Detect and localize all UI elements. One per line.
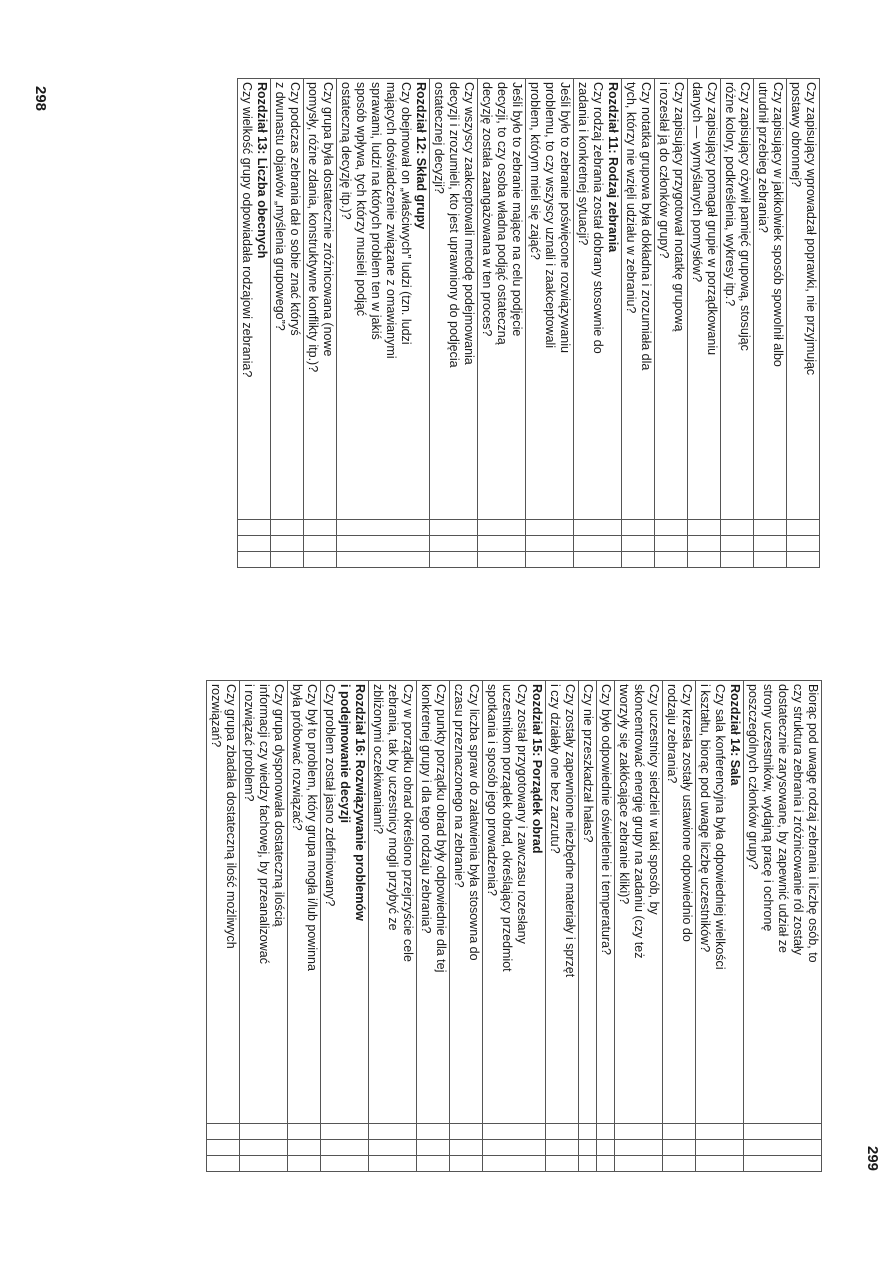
answer-box[interactable] [288,1156,321,1172]
question-cell [615,681,663,1124]
question-text-line: problemu, to czy wszyscy uznali i zaakceptowali [543,82,557,349]
question-cell [655,79,688,520]
section-heading: Rozdział 16: Rozwiązywanie problemów [353,684,367,921]
answer-box[interactable] [526,536,574,552]
answer-box[interactable] [369,1140,417,1156]
question-text-line: mających doświadczenie związane z omawianymi [384,82,398,359]
question-cell [337,79,430,520]
section-heading: Rozdział 14: Sala [728,684,742,786]
question-text-line: decyzji i zrozumieli, kto jest uprawniony do podjęcia [447,82,461,368]
question-text-line: Czy problem został jasno zdefiniowany? [323,684,337,907]
question-text-line: Czy wszyscy zaakceptowali metodę podejmowania [462,82,476,365]
question-cell [430,79,478,520]
answer-box[interactable] [271,536,304,552]
answer-box[interactable] [321,1156,369,1172]
question-text-line: z dwunastu objawów „myślenia grupowego”? [273,82,287,331]
answer-box[interactable] [238,536,271,552]
answer-box[interactable] [240,1156,288,1172]
question-row [655,79,688,568]
section-row [337,79,430,568]
answer-box[interactable] [688,536,721,552]
answer-box[interactable] [787,552,820,568]
question-text-line: Czy punkty porządku obrad były odpowiednie dla tej [434,684,448,973]
question-text-line: Czy zapisujący ożywił pamięć grupową, stosując [738,82,752,351]
answer-box[interactable] [696,1140,744,1156]
answer-box[interactable] [369,1124,417,1140]
answer-box[interactable] [238,520,271,536]
page-number-left: 298 [32,85,50,112]
question-text-line: Czy liczba spraw do załatwienia była stosowna do [467,684,481,961]
question-text-line: decyzję została zaangażowana w ten proces? [480,82,494,337]
question-text-line: tworzyły się zakłócające zebranie kliki)? [617,684,631,905]
question-text-line: tych, którzy nie wzięli udziału w zebraniu? [624,82,638,314]
question-cell [696,681,744,1124]
section-heading: Rozdział 11: Rodzaj zebrania [606,82,620,253]
question-text-line: Czy wielkość grupy odpowiadała rodzajowi zebrania? [240,82,254,378]
question-row [787,79,820,568]
answer-box[interactable] [754,520,787,536]
answer-box[interactable] [615,1156,663,1172]
answer-box[interactable] [483,1156,546,1172]
answer-box[interactable] [721,520,754,536]
question-cell [574,79,622,520]
question-row [615,681,663,1172]
answer-box[interactable] [546,1140,579,1156]
question-text-line: Czy było odpowiednie oświetlenie i temperatura? [599,684,613,955]
answer-box[interactable] [655,536,688,552]
answer-box[interactable] [655,552,688,568]
question-text-line: Czy zostały zapewnione niezbędne materiały i sprzęt [563,684,577,978]
answer-box[interactable] [304,536,337,552]
answer-box[interactable] [622,536,655,552]
question-row [304,79,337,568]
question-row [271,79,304,568]
question-cell [526,79,574,520]
answer-box[interactable] [615,1124,663,1140]
question-text-line: Czy rodzaj zebrania został dobrany stosownie do [591,82,605,354]
checklist-left [237,78,820,568]
question-cell [207,681,240,1124]
answer-box[interactable] [574,520,622,536]
answer-box[interactable] [744,1156,822,1172]
answer-box[interactable] [207,1124,240,1140]
answer-box[interactable] [430,520,478,536]
section-row [574,79,622,568]
question-cell [478,79,526,520]
question-cell [483,681,546,1124]
question-text-line: sprawami, ludzi na których problem ten w jakiś [369,82,383,340]
question-cell [597,681,615,1124]
question-text-line: danych — wymyślanych pomysłów? [690,82,704,283]
question-cell [663,681,696,1124]
question-row [622,79,655,568]
question-text-line: Czy zapisujący wprowadzał poprawki, nie przyjmując [804,82,818,376]
question-cell [450,681,483,1124]
question-row [721,79,754,568]
question-row [546,681,579,1172]
question-text-line: i kształtu, biorąc pod uwagę liczbę uczestników? [698,684,712,953]
answer-box[interactable] [721,552,754,568]
answer-box[interactable] [271,552,304,568]
answer-box[interactable] [238,552,271,568]
answer-box[interactable] [337,520,430,536]
question-text-line: Czy zapisujący przygotował notatkę grupową [672,82,686,332]
answer-box[interactable] [478,520,526,536]
question-text-line: Jeśli było to zebranie mające na celu podjęcie [510,82,524,337]
question-cell [304,79,337,520]
question-text-line: Czy został przygotowany i zawczasu rozesłany [515,684,529,944]
section-heading: Rozdział 12: Skład grupy [414,82,428,230]
answer-box[interactable] [546,1156,579,1172]
question-text-line: uczestnikom porządek obrad, określający przedmiot [500,684,514,972]
question-text-line: problem, którym mieli się zająć? [528,82,542,260]
section-row [321,681,369,1172]
section-heading: Rozdział 13: Liczba obecnych [255,82,269,259]
answer-box[interactable] [688,520,721,536]
question-cell [622,79,655,520]
answer-box[interactable] [240,1140,288,1156]
question-cell [787,79,820,520]
answer-box[interactable] [207,1156,240,1172]
question-row [754,79,787,568]
answer-box[interactable] [271,520,304,536]
question-row [478,79,526,568]
question-text-line: i czy działały one bez zarzutu? [548,684,562,854]
question-text-line: Czy nie przeszkadzał hałas? [581,684,595,843]
answer-box[interactable] [321,1140,369,1156]
answer-box[interactable] [622,552,655,568]
question-text-line: zbliżonymi oczekiwaniami? [371,684,385,835]
answer-box[interactable] [696,1124,744,1140]
answer-box[interactable] [417,1156,450,1172]
question-text-line: Czy podczas zebrania dał o sobie znać któryś [288,82,302,336]
question-text-line: czasu przeznaczonego na zebranie? [452,684,466,888]
answer-box[interactable] [787,536,820,552]
answer-box[interactable] [430,552,478,568]
answer-box[interactable] [574,552,622,568]
question-text-line: rozwiązań? [209,684,223,748]
question-cell [369,681,417,1124]
question-row [579,681,597,1172]
section-row [696,681,744,1172]
question-cell [744,681,822,1124]
answer-box[interactable] [663,1140,696,1156]
question-cell [288,681,321,1124]
answer-box[interactable] [240,1124,288,1140]
answer-box[interactable] [337,536,430,552]
answer-box[interactable] [546,1124,579,1140]
answer-box[interactable] [579,1140,597,1156]
answer-box[interactable] [321,1124,369,1140]
answer-box[interactable] [615,1140,663,1156]
question-text-line: decyzji, to czy osoba władna podjąć ostateczną [495,82,509,345]
question-row [369,681,417,1172]
question-text-line: Czy grupa dysponowała dostateczną ilością [272,684,286,927]
answer-box[interactable] [754,552,787,568]
answer-box[interactable] [663,1156,696,1172]
question-text-line: Czy zapisujący w jakikolwiek sposób spowolnił albo [771,82,785,367]
answer-box[interactable] [721,536,754,552]
question-text-line: dostatecznie zarysowane, by zapewnić udział ze [776,684,790,953]
answer-box[interactable] [417,1140,450,1156]
question-cell [321,681,369,1124]
answer-box[interactable] [526,520,574,536]
question-text-line: ostatecznej decyzji? [432,82,446,194]
answer-box[interactable] [579,1156,597,1172]
question-text-line: Czy krzesła zostały ustawione odpowiednio do [680,684,694,942]
answer-box[interactable] [688,552,721,568]
answer-box[interactable] [450,1156,483,1172]
answer-box[interactable] [337,552,430,568]
answer-box[interactable] [304,552,337,568]
question-row [288,681,321,1172]
answer-box[interactable] [744,1140,822,1156]
answer-box[interactable] [483,1140,546,1156]
question-row [597,681,615,1172]
question-text-line: Czy zapisujący pomagał grupie w porządkowaniu [705,82,719,356]
question-row [207,681,240,1172]
question-text-line: i rozesłał ją do członków grupy? [657,82,671,259]
question-text-line: spotkania i sposób jego prowadzenia? [485,684,499,896]
answer-box[interactable] [622,520,655,536]
question-row [744,681,822,1172]
answer-box[interactable] [288,1140,321,1156]
answer-box[interactable] [430,536,478,552]
question-text-line: rodzaju zebrania? [665,684,679,784]
answer-box[interactable] [744,1124,822,1140]
question-text-line: sposób wpływa, tych którzy musieli podjąć [354,82,368,317]
question-cell [240,681,288,1124]
answer-box[interactable] [450,1140,483,1156]
question-cell [721,79,754,520]
question-text-line: strony uczestników, wydajną pracę i ochronę [761,684,775,932]
question-row [417,681,450,1172]
section-heading: Rozdział 15: Porządek obrad [530,684,544,854]
question-text-line: Jeśli było to zebranie poświęcone rozwiązywaniu [558,82,572,353]
question-cell [688,79,721,520]
answer-box[interactable] [754,536,787,552]
answer-box[interactable] [526,552,574,568]
answer-box[interactable] [597,1140,615,1156]
question-row [688,79,721,568]
question-text-line: ostateczną decyzję itp.)? [339,82,353,220]
answer-box[interactable] [369,1156,417,1172]
question-text-line: zadania i konkretnej sytuacji? [576,82,590,246]
answer-box[interactable] [304,520,337,536]
question-row [663,681,696,1172]
answer-box[interactable] [478,536,526,552]
question-cell [579,681,597,1124]
answer-box[interactable] [597,1156,615,1172]
checklist-table-right [206,680,822,1172]
question-cell [238,79,271,520]
question-row [450,681,483,1172]
question-text-line: czy struktura zebrania i zróżnicowanie ról zostały [791,684,805,955]
question-row [430,79,478,568]
question-text-line: różne kolory, podkreślenia, wykresy itp.? [723,82,737,307]
section-heading-cont: i podejmowanie decyzji [338,684,352,823]
question-row [240,681,288,1172]
question-text-line: Czy grupa była dostatecznie zróżnicowana (nowe [321,82,335,357]
question-text-line: zebrania, tak by uczestnicy mogli przybyć ze [386,684,400,931]
answer-box[interactable] [288,1124,321,1140]
answer-box[interactable] [450,1124,483,1140]
answer-box[interactable] [483,1124,546,1140]
checklist-table-left [237,78,820,568]
question-text-line: była próbować rozwiązać? [290,684,304,831]
question-text-line: informacji czy wiedzy fachowej, by przeanalizować [257,684,271,964]
answer-box[interactable] [655,520,688,536]
question-cell [417,681,450,1124]
answer-box[interactable] [597,1124,615,1140]
page-number-right: 299 [864,1145,882,1172]
answer-box[interactable] [574,536,622,552]
answer-box[interactable] [207,1140,240,1156]
question-text-line: skoncentrować energię grupy na zadaniu (czy też [632,684,646,959]
question-text-line: Czy uczestnicy siedzieli w taki sposób, by [647,684,661,915]
answer-box[interactable] [417,1124,450,1140]
question-text-line: konkretnej grupy i dla tego rodzaju zebrania? [419,684,433,934]
section-row [483,681,546,1172]
question-text-line: Czy sala konferencyjna była odpowiedniej wielkości [713,684,727,970]
question-text-line: poszczególnych członków grupy? [746,684,760,870]
answer-box[interactable] [787,520,820,536]
question-row [526,79,574,568]
question-text-line: Czy w porządku obrad określono przejrzyście cele [401,684,415,962]
question-text-line: postawy obronnej? [789,82,803,187]
question-cell [546,681,579,1124]
checklist-right [206,680,822,1172]
question-text-line: utrudnił przebieg zebrania? [756,82,770,233]
question-cell [754,79,787,520]
answer-box[interactable] [663,1124,696,1140]
question-text-line: i rozwiązać problem? [242,684,256,802]
answer-box[interactable] [478,552,526,568]
answer-box[interactable] [579,1124,597,1140]
question-text-line: Czy grupa zbadała dostateczną ilość możliwych [224,684,238,949]
question-text-line: Czy był to problem, który grupa mogła i/lub powinna [305,684,319,971]
question-text-line: Czy notatka grupowa była dokładna i zrozumiała dla [639,82,653,371]
question-text-line: pomysły, różne zdania, konstruktywne konflikty itp.)? [306,82,320,373]
question-text-line: Czy obejmował on „właściwych” ludzi (tzn. ludzi [399,82,413,345]
section-row [238,79,271,568]
question-text-line: Biorąc pod uwagę rodzaj zebrania i liczbę osób, to [806,684,820,963]
question-cell [271,79,304,520]
answer-box[interactable] [696,1156,744,1172]
